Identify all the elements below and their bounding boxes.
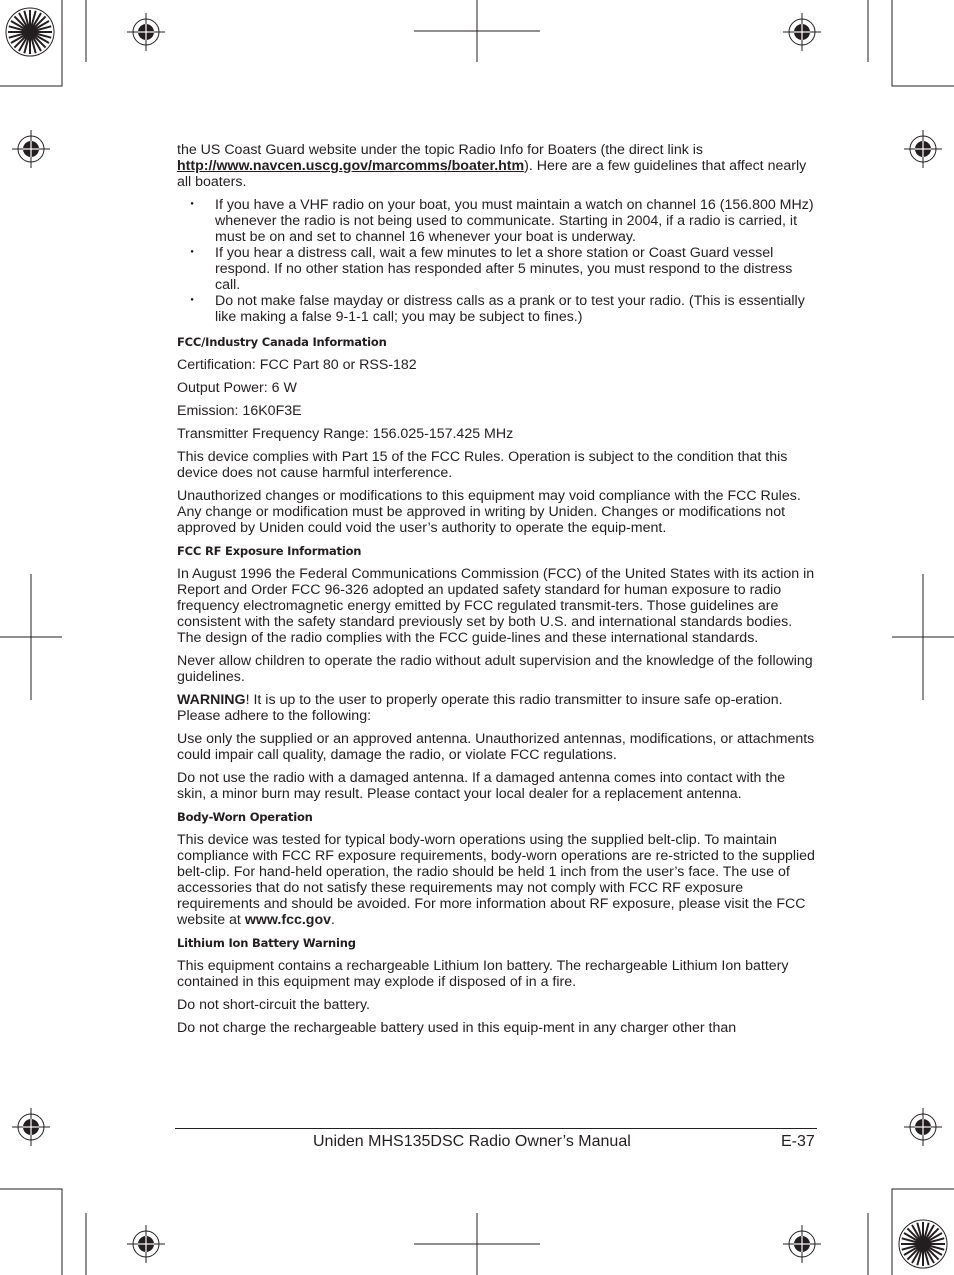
certification-text: Certification: FCC Part 80 or RSS-182 (177, 357, 417, 373)
intro-paragraph: the US Coast Guard website under the topic Radio Info for Boaters (the direct link is http://www.navcen.uscg.gov/marcomms/boater.htm). Here are a few guidelines that affect nearly all boaters. (177, 142, 807, 190)
bullet-icon: ・ (185, 293, 200, 309)
rf-paragraph-3: Use only the supplied or an approved antenna. Unauthorized antennas, modifications, or attachments could impair call quality, damage the radio, or violate FCC regulations. (177, 731, 815, 763)
warning-label: WARNING (177, 692, 246, 708)
list-item: ・ If you hear a distress call, wait a few minutes to let a shore station or Coast Guard vessel respond. If no other station has responded after 5 minutes, you must respond to the distress call. (185, 245, 793, 293)
page-number: E-37 (781, 1133, 815, 1150)
page-body (177, 142, 817, 1043)
part15-paragraph: This device complies with Part 15 of the FCC Rules. Operation is subject to the condition that this device does not cause harmful interference. (177, 449, 788, 481)
list-item: ・ If you have a VHF radio on your boat, you must maintain a watch on channel 16 (156.800 MHz) whenever the radio is not being used to communicate. Starting in 2004, if a radio is carried, it must be on and set to channel 16 whenever your boat is underway. (185, 197, 814, 245)
footer-title: Uniden MHS135DSC Radio Owner’s Manual (313, 1133, 631, 1150)
guideline-list (177, 197, 817, 325)
battery-paragraph-1: This equipment contains a rechargeable Lithium Ion battery. The rechargeable Lithium Ion battery contained in this equipment may explode if disposed of in a fire. (177, 958, 789, 990)
bullet-icon: ・ (185, 245, 200, 261)
fcc-website: www.fcc.gov (244, 912, 332, 928)
battery-heading: Lithium Ion Battery Warning (177, 936, 356, 950)
body-worn-heading: Body-Worn Operation (177, 810, 313, 824)
rf-exposure-heading: FCC RF Exposure Information (177, 544, 362, 558)
frequency-range-text: Transmitter Frequency Range: 156.025-157.425 MHz (177, 426, 514, 442)
output-power-text: Output Power: 6 W (177, 380, 297, 396)
body-worn-paragraph: This device was tested for typical body-worn operations using the supplied belt-clip. To maintain compliance with FCC RF exposure requirements, body-worn operations are re-stricted to the supplied belt-clip. For hand-held operation, the radio should be held 1 inch from the user’s face. The use of accessories that do not satisfy these requirements may not comply with FCC RF exposure requirements and should be avoided. For more information about RF exposure, please visit the FCC website at www.fcc.gov. (177, 832, 815, 928)
rf-paragraph-1: In August 1996 the Federal Communications Commission (FCC) of the United States with its action in Report and Order FCC 96-326 adopted an updated safety standard for human exposure to radio frequency electromagnetic energy emitted by FCC regulated transmit-ters. Those guidelines are consistent with the safety standard previously set by both U.S. and international standards bodies. The design of the radio complies with the FCC guide-lines and these international standards. (177, 566, 815, 646)
uscg-link[interactable]: http://www.navcen.uscg.gov/marcomms/boater.htm (177, 158, 525, 174)
unauthorized-paragraph: Unauthorized changes or modifications to this equipment may void compliance with the FCC Rules. Any change or modification must be approved in writing by Uniden. Changes or modifications not approved by Uniden could void the user’s authority to operate the equip-ment. (177, 488, 801, 536)
rf-paragraph-2: Never allow children to operate the radio without adult supervision and the knowledge of the following guidelines. (177, 653, 813, 685)
battery-paragraph-3: Do not charge the rechargeable battery used in this equip-ment in any charger other than (177, 1020, 737, 1036)
warning-paragraph: WARNING! It is up to the user to properly operate this radio transmitter to insure safe op-eration. Please adhere to the following: (177, 692, 783, 724)
battery-paragraph-2: Do not short-circuit the battery. (177, 997, 370, 1013)
emission-text: Emission: 16K0F3E (177, 403, 302, 419)
list-item: ・ Do not make false mayday or distress calls as a prank or to test your radio. (This is essentially like making a false 9-1-1 call; you may be subject to fines.) (185, 293, 805, 325)
fcc-heading: FCC/Industry Canada Information (177, 335, 387, 349)
rf-paragraph-4: Do not use the radio with a damaged antenna. If a damaged antenna comes into contact with the skin, a minor burn may result. Please contact your local dealer for a replacement antenna. (177, 770, 786, 802)
footer-divider (175, 1128, 817, 1129)
bullet-icon: ・ (185, 197, 200, 213)
